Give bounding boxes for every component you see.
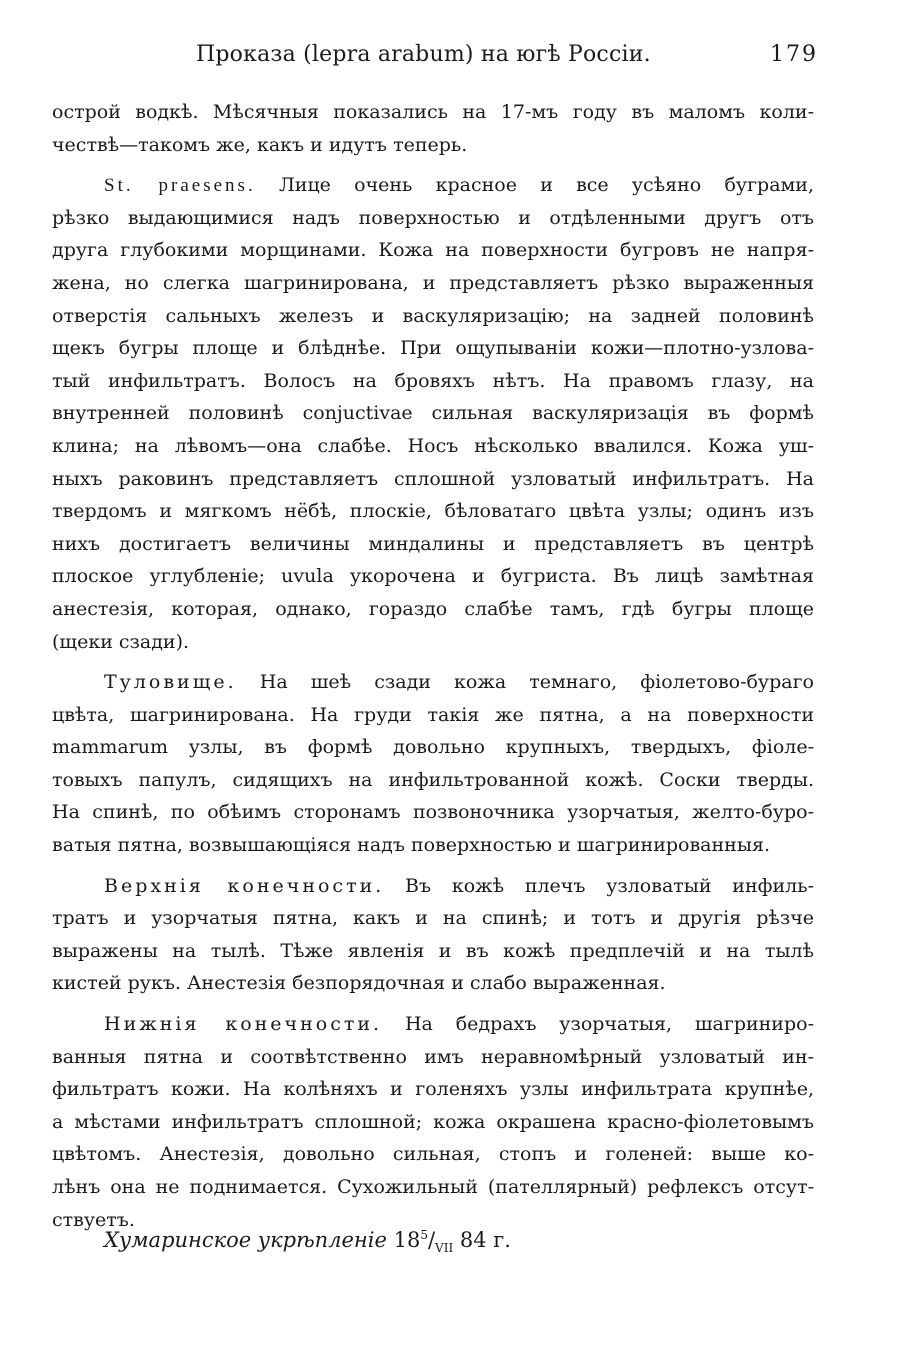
paragraph-lead: Верхнія конечности. <box>104 874 385 897</box>
text-line: цвѣтомъ. Анестезія, довольно сильная, стопъ и голеней: выше ко- <box>52 1143 814 1166</box>
text-line: чествѣ—такомъ же, какъ и идутъ теперь. <box>52 133 468 156</box>
text-line: ствуетъ. <box>52 1208 135 1231</box>
text-line: ватыя пятна, возвышающіяся надъ поверхностью и шагринированныя. <box>52 834 770 857</box>
text-line: цвѣта, шагринирована. На груди такія же пятна, а на поверхности <box>52 703 814 726</box>
paragraph-lead: St. praesens. <box>104 175 256 197</box>
text-line: друга глубокими морщинами. Кожа на поверхности бугровъ не напря- <box>52 239 814 262</box>
text-line: плоское углубленіе; uvula укорочена и бугриста. Въ лицѣ замѣтная <box>52 565 814 588</box>
text-line: ванныя пятна и соотвѣтственно имъ неравномѣрный узловатый ин- <box>52 1045 814 1068</box>
text-line: Туловище. На шеѣ сзади кожа темнаго, фіолетово-бураго <box>104 671 814 694</box>
text-line: анестезія, которая, однако, гораздо слабѣе тамъ, гдѣ бугры площе <box>52 597 814 620</box>
text-line: фильтратъ кожи. На колѣняхъ и голеняхъ узлы инфильтрата крупнѣе, <box>52 1078 814 1101</box>
signature-place: Хумаринское укрѣпленіе <box>104 1228 387 1252</box>
running-title: Проказа (lepra arabum) на югѣ Россіи. <box>196 42 651 67</box>
text-line: щекъ бугры площе и блѣднѣе. При ощупываніи кожи—плотно-узлова- <box>52 337 814 360</box>
text-line: Нижнія конечности. На бедрахъ узорчатыя, шагриниро- <box>104 1013 814 1036</box>
text-line: выражены на тылѣ. Тѣже явленія и въ кожѣ предплечій и на тылѣ <box>52 939 814 962</box>
text-line: кистей рукъ. Анестезія безпорядочная и слабо выраженная. <box>52 972 666 995</box>
text-line: Верхнія конечности. Въ кожѣ плечъ узловатый инфиль- <box>104 874 814 897</box>
text-line: лѣнъ она не поднимается. Сухожильный (пателлярный) рефлексъ отсут- <box>52 1176 814 1198</box>
text-line: нихъ достигаетъ величины миндалины и представляетъ въ центрѣ <box>52 532 814 555</box>
text-line: mammarum узлы, въ формѣ довольно крупныхъ, твердыхъ, фіоле- <box>52 736 814 759</box>
text-line: ныхъ раковинъ представляетъ сплошной узловатый инфильтратъ. На <box>52 467 814 490</box>
text-line: товыхъ папулъ, сидящихъ на инфильтрованной кожѣ. Соски тверды. <box>52 768 814 791</box>
text-line: клина; на лѣвомъ—она слабѣе. Носъ нѣсколько ввалился. Кожа уш- <box>52 434 814 457</box>
text-line: а мѣстами инфильтратъ сплошной; кожа окрашена красно-фіолетовымъ <box>52 1110 814 1133</box>
text-line: рѣзко выдающимися надъ поверхностью и отдѣленными другъ отъ <box>52 206 814 229</box>
running-head <box>52 42 818 78</box>
text-line: (щеки сзади). <box>52 630 190 653</box>
paragraph-lead: Туловище. <box>104 671 237 694</box>
text-line: острой водкѣ. Мѣсячныя показались на 17-мъ году въ маломъ коли- <box>52 101 814 123</box>
signature-line <box>104 1228 511 1255</box>
text-line: St. praesens. Лице очень красное и все усѣяно буграми, <box>104 174 814 197</box>
page-number: 179 <box>770 42 818 67</box>
text-line: твердомъ и мягкомъ нёбѣ, плоскіе, бѣловатаго цвѣта узлы; одинъ изъ <box>52 500 814 523</box>
text-line: жена, но слегка шагринирована, и представляетъ рѣзко выраженныя <box>52 271 814 294</box>
signature-date: $18^5/_{VII}$ 84 г. <box>393 1228 511 1256</box>
text-line: На спинѣ, по обѣимъ сторонамъ позвоночника узорчатыя, желто-буро- <box>52 801 814 824</box>
text-line: внутренней половинѣ conjuctivae сильная васкуляризація въ формѣ <box>52 402 814 425</box>
text-line: тратъ и узорчатыя пятна, какъ и на спинѣ; и тотъ и другія рѣзче <box>52 907 814 930</box>
text-line: тый инфильтратъ. Волосъ на бровяхъ нѣтъ. На правомъ глазу, на <box>52 369 814 392</box>
body-text <box>52 96 814 1236</box>
text-line: отверстія сальныхъ железъ и васкуляризацію; на задней половинѣ <box>52 304 814 327</box>
paragraph-lead: Нижнія конечности. <box>104 1013 383 1036</box>
